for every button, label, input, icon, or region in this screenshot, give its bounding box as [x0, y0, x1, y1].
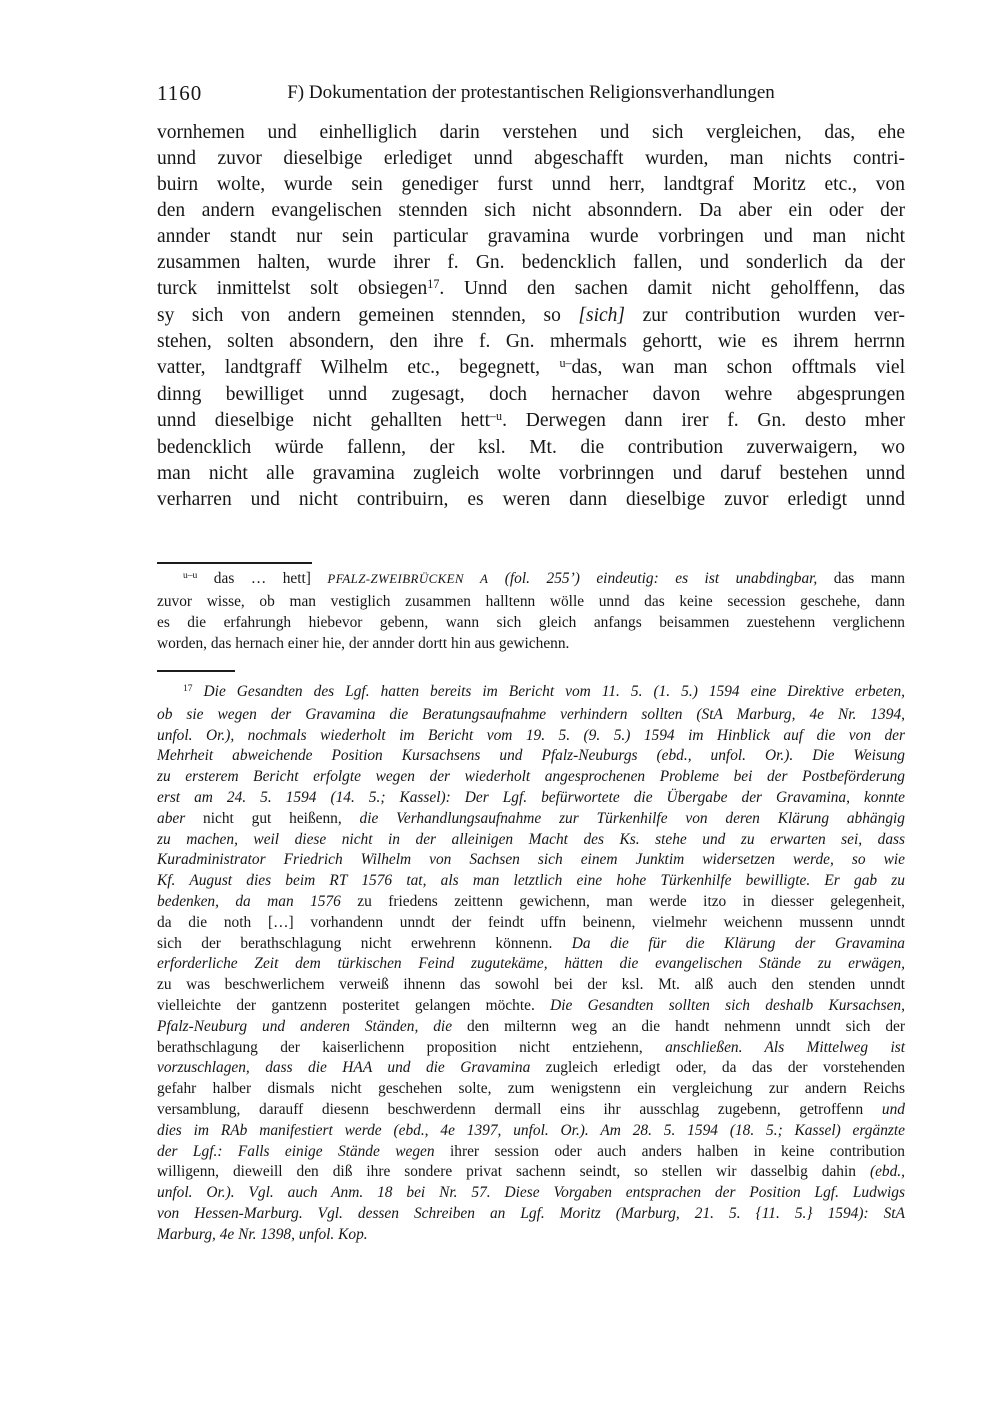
text-line	[157, 1017, 905, 1038]
text-line	[157, 850, 905, 871]
text-line	[157, 871, 905, 892]
footnote-marker: 17	[427, 276, 440, 291]
text-line	[157, 568, 905, 591]
text-segment: zugleich erledigt oder, da das der vorstehenden	[545, 1059, 905, 1077]
text-segment: versamblung, darauff diesenn beschwerdenn dermall eins ihr ausschlag zugebenn, getroffenn	[157, 1100, 882, 1118]
text-segment: die Verhandlungsaufnahme zur Türkenhilfe von deren Klärung abhängig	[359, 809, 905, 827]
text-line	[157, 1225, 905, 1246]
text-segment: unnd dieselbige nicht gehallten hett	[157, 410, 490, 431]
text-line	[157, 612, 905, 633]
text-segment: vornhemen und einhelliglich darin verstehen und sich vergleichen, das, ehe	[157, 122, 905, 143]
footnote-marker: u–u	[183, 570, 198, 582]
text-line	[157, 892, 905, 913]
text-line	[157, 146, 905, 172]
text-segment: zur contribution wurden ver-	[625, 305, 905, 326]
text-line	[157, 1079, 905, 1100]
text-segment: bedenken, da man 1576	[157, 892, 358, 910]
text-segment: . Derwegen dann irer f. Gn. desto mher	[502, 410, 905, 431]
footnote-marker: 17	[183, 683, 193, 695]
text-line	[157, 1038, 905, 1059]
text-segment: Marburg, 4e Nr. 1398, unfol. Kop.	[157, 1225, 368, 1243]
text-line	[157, 487, 905, 513]
text-segment: Die Gesandten des Lgf. hatten bereits im Bericht vom 11. 5. (1. 5.) 1594 eine Direktive erbeten,	[192, 683, 905, 700]
text-segment: ob sie wegen der Gravamina die Beratungsaufnahme verhindern sollten (StA Marburg, 4e Nr. 1394,	[157, 705, 905, 723]
text-segment: vorzuschlagen, dass die HAA und die Gravamina	[157, 1059, 546, 1077]
text-line	[157, 633, 905, 654]
text-segment: Kf. August dies beim RT 1576 tat, als man letztlich eine hohe Türkenhilfe bewilligte. Er gab zu	[157, 872, 905, 890]
text-segment: gefahr halber dismals nicht geschehen solte, zum wenigstenn ein vergleichung zur andern Reichs	[157, 1080, 905, 1098]
text-line	[157, 788, 905, 809]
text-segment: den andern evangelischen stennden sich nicht absonndern. Da aber ein oder der	[157, 200, 905, 221]
text-line	[157, 1162, 905, 1183]
text-segment: Pfalz-Neuburg und anderen Ständen, die	[157, 1017, 467, 1035]
text-segment: es die erfahrungh hiebevor gebenn, wann sich gleich anfangs beisammen zuestehenn verglichenn	[157, 614, 905, 631]
text-segment: zu friedens zeittenn gewichenn, man werde itzo in diesser gelegenheit,	[357, 892, 905, 910]
text-line	[157, 1142, 905, 1163]
text-segment: zu machen, weil diese nicht in der alleinigen Macht des Ks. stehe und zu erwarten sei, dass	[157, 830, 905, 848]
text-segment: aber	[157, 809, 204, 827]
text-segment: verharren und nicht contribuirn, es weren dann dieselbige zuvor erledigt unnd	[157, 489, 905, 510]
text-segment: sy sich von andern gemeinen stennden, so	[157, 305, 579, 326]
text-line	[157, 975, 905, 996]
apparatus-separator-rule	[157, 562, 312, 564]
text-segment: . Unnd den sachen damit nicht geholffenn, das	[439, 278, 905, 299]
text-segment: den milternn weg an die handt nehmenn unndt sich der	[467, 1017, 905, 1035]
text-line	[157, 1183, 905, 1204]
text-segment: dies im RAb manifestiert werde (ebd., 4e 1397, unfol. Or.). Am 28. 5. 1594 (18. 5.; Kassel) ergänzte	[157, 1121, 905, 1139]
text-line	[157, 913, 905, 934]
text-segment: erforderliche Zeit dem türkischen Feind zugutekäme, hätten die evangelischen Stände zu erwägen,	[157, 955, 905, 973]
text-line	[157, 996, 905, 1017]
text-segment: willigenn, dieweill den diß ihre sondere privat sachenn seindt, so stellen wir dasselbig dahin	[157, 1163, 870, 1181]
text-segment: berathschlagung der kaiserlichenn proposition nicht entziehenn,	[157, 1038, 666, 1056]
text-segment: und	[881, 1100, 905, 1118]
text-line	[157, 705, 905, 726]
commentary-separator-rule	[157, 670, 235, 672]
text-line	[157, 934, 905, 955]
text-line	[157, 198, 905, 224]
text-line	[157, 830, 905, 851]
text-segment: (ebd.,	[869, 1163, 905, 1181]
text-segment: dinng bewilliget unnd zugesagt, doch hernacher davon wehre abgesprungen	[157, 384, 905, 405]
text-segment: der Lgf.: Falls einige Stände wegen	[157, 1142, 450, 1160]
text-segment: Da die für die Klärung der Gravamina	[571, 934, 905, 952]
text-line	[157, 1204, 905, 1225]
text-segment: das … hett]	[197, 570, 328, 587]
text-line	[157, 1058, 905, 1079]
text-line	[157, 329, 905, 355]
text-segment: zuvor wisse, ob man vestiglich zusammen halltenn wölle unnd das keine secession geschehe, dann	[157, 593, 905, 610]
running-title: F) Dokumentation der protestantischen Religionsverhandlungen	[287, 82, 775, 103]
text-segment: vielleichte der gantzenn posteritet gelangen möchte.	[157, 996, 551, 1014]
text-line	[157, 276, 905, 303]
text-line	[157, 591, 905, 612]
text-segment: Die Gesandten sollten sich deshalb Kursachsen,	[550, 996, 905, 1014]
text-segment: das mann	[817, 570, 905, 587]
commentary-footnote-block	[157, 682, 905, 1246]
text-segment: Mehrheit abweichende Position Kursachsens und Pfalz-Neuburgs (ebd., unfol. Or.). Die Weisung	[157, 747, 905, 765]
text-line	[157, 435, 905, 461]
text-line	[157, 303, 905, 329]
text-segment: bedencklich würde fallenn, der ksl. Mt. die contribution zuverwaigern, wo	[157, 437, 905, 458]
text-segment: zu ersterem Bericht erfolgte wegen der wiederholt angesprochenen Probleme bei der Postbeförderung	[157, 768, 905, 786]
text-line	[157, 461, 905, 487]
text-line	[157, 250, 905, 276]
text-line	[157, 382, 905, 408]
text-segment: erst am 24. 5. 1594 (14. 5.; Kassel): Der Lgf. befürwortete die Übergabe der Gravamina, konnte	[157, 788, 905, 806]
text-segment: (fol. 255’) eindeutig: es ist unabdingbar,	[488, 570, 818, 587]
text-line	[157, 954, 905, 975]
text-line	[157, 408, 905, 435]
text-line	[157, 1121, 905, 1142]
text-line	[157, 224, 905, 250]
footnote-marker: u–	[559, 355, 572, 370]
text-segment: stehen, solten absondern, den ihre f. Gn. mhermals gehortt, wie es ihrem herrnn	[157, 331, 905, 352]
footnote-marker: –u	[489, 408, 503, 423]
text-segment: zu was beschwerlichem verweiß ihnenn das sowohl bei der ksl. Mt. alß auch den stenden unndt	[157, 976, 905, 994]
text-segment: unfol. Or.), nochmals wiederholt im Bericht vom 19. 5. (9. 5.) 1594 im Hinblick auf die von der	[157, 726, 905, 744]
text-segment: das, wan man schon offtmals viel	[571, 357, 906, 378]
text-segment: buirn wolte, wurde sein genediger furst unnd herr, landtgraf Moritz etc., von	[157, 174, 905, 195]
text-segment: Kuradministrator Friedrich Wilhelm von Sachsen sich einem Junktim widersetzen werde, so wie	[157, 851, 905, 869]
text-line	[157, 682, 905, 705]
main-text-block	[157, 120, 905, 513]
text-segment: nicht gut heißenn,	[203, 809, 360, 827]
text-segment: turck inmittelst solt obsiegen	[157, 278, 428, 299]
text-segment: anschließen. Als Mittelweg ist	[665, 1038, 905, 1056]
text-segment: worden, das hernach einer hie, der annder dortt hin aus gewichenn.	[157, 635, 570, 652]
text-line	[157, 767, 905, 788]
text-line	[157, 726, 905, 747]
text-line	[157, 120, 905, 146]
text-line	[157, 746, 905, 767]
text-segment: PFALZ-ZWEIBRÜCKEN A	[327, 571, 489, 586]
text-segment: da die noth […] vorhandenn unndt der feindt uffn beinenn, vielmehr weichenn mussenn unndt	[157, 913, 905, 931]
page-number: 1160	[157, 81, 203, 105]
text-segment: sich der berathschlagung nicht erwehrenn könnenn.	[157, 934, 572, 952]
text-segment: annder standt nur sein particular gravamina wurde vorbringen und man nicht	[157, 226, 905, 247]
text-segment: unnd zuvor dieselbige erlediget unnd abgeschafft wurden, man nichts contri-	[157, 148, 905, 169]
running-header	[157, 80, 905, 106]
text-segment: zusammen halten, wurde ihrer f. Gn. bedencklich fallen, und sonderlich da der	[157, 252, 905, 273]
text-segment: vatter, landtgraff Wilhelm etc., begegnett,	[157, 357, 560, 378]
apparatus-footnote-block	[157, 568, 905, 654]
text-line	[157, 809, 905, 830]
text-segment: man nicht alle gravamina zugleich wolte vorbrinngen und daruf bestehen unnd	[157, 463, 905, 484]
text-segment: [sich]	[578, 305, 625, 326]
text-line	[157, 1100, 905, 1121]
text-segment: unfol. Or.). Vgl. auch Anm. 18 bei Nr. 57. Diese Vorgaben entsprachen der Position Lgf. Ludwigs	[157, 1184, 905, 1202]
text-segment: von Hessen-Marburg. Vgl. dessen Schreiben an Lgf. Moritz (Marburg, 21. 5. {11. 5.} 1594): StA	[157, 1204, 905, 1222]
text-line	[157, 355, 905, 382]
text-line	[157, 172, 905, 198]
text-segment: ihrer session oder auch anders halben in keine contribution	[449, 1142, 905, 1160]
